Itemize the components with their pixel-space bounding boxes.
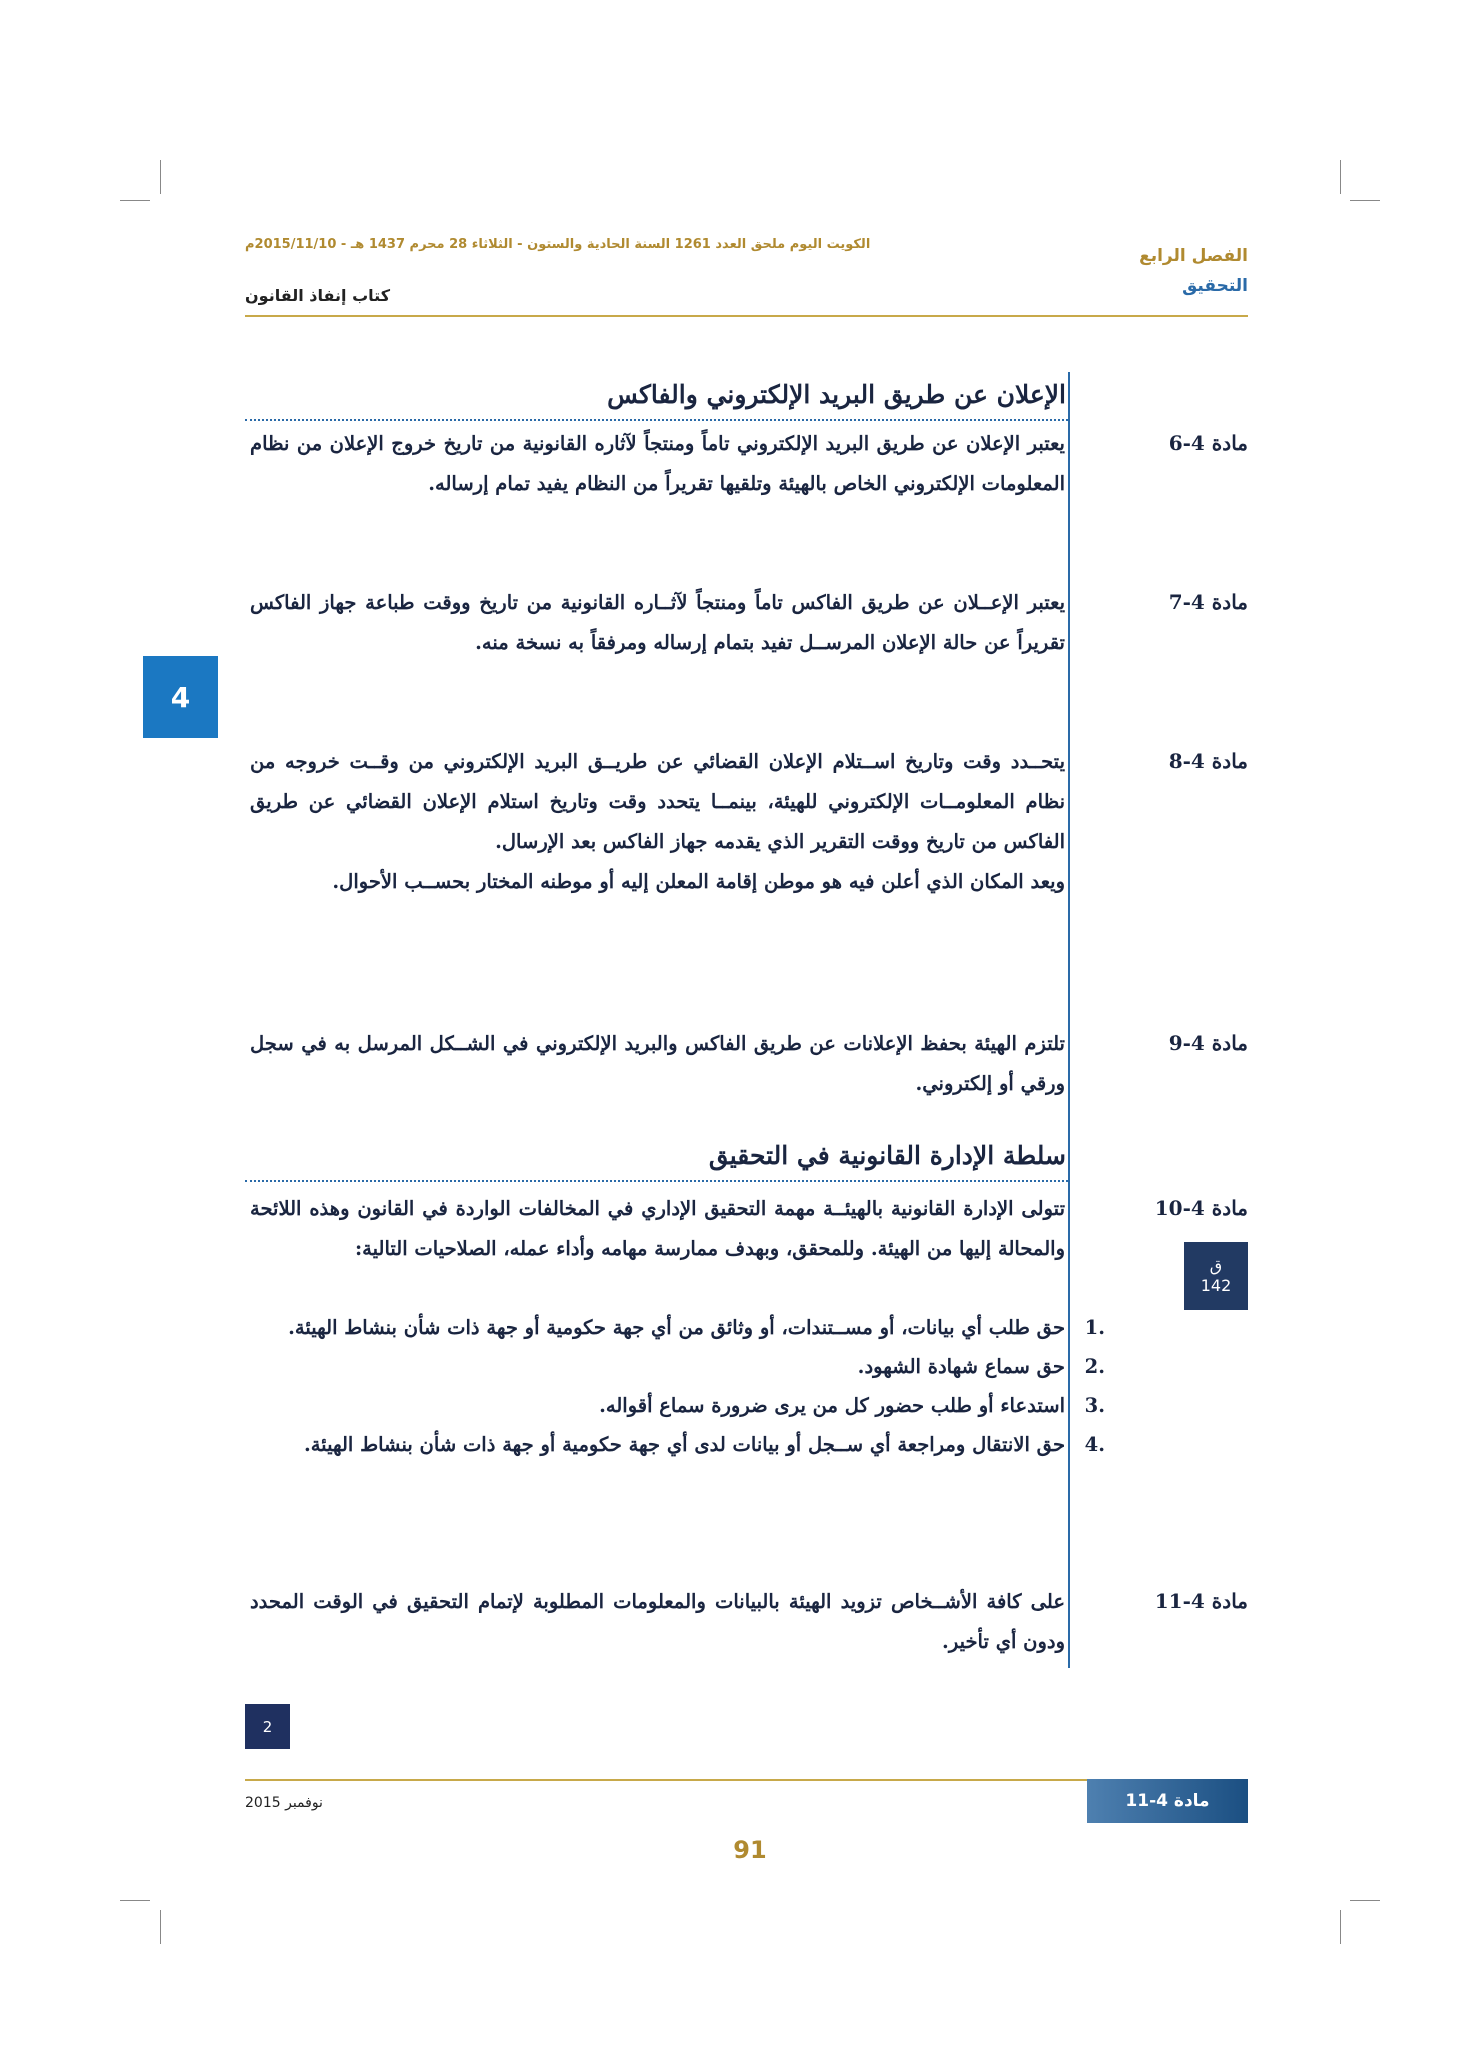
article-paragraph: يتحــدد وقت وتاريخ اســتلام الإعلان القضائي عن طريــق البريد الإلكتروني من وقــت خروجه من نظام المعلومــات الإلكتروني للهيئة، بينمــا يتحدد وقت وتاريخ استلام الإعلان القضائي عن طريق الفاكس من تاريخ ووقت التقرير الذي يقدمه جهاز الفاكس بعد الإرسال. [250,750,1065,853]
article-text [250,583,1065,663]
article-text [250,1582,1065,1662]
crop-mark [1350,200,1380,201]
chapter-tab: 4 [143,656,218,738]
header-rule [245,315,1248,317]
footer-article-badge: مادة 4-11 [1087,1779,1248,1823]
page-box: 2 [245,1704,290,1749]
footer-date: نوفمبر 2015 [245,1795,323,1811]
section-title: سلطة الإدارة القانونية في التحقيق [708,1141,1066,1170]
list-item: 3. استدعاء أو طلب حضور كل من يرى ضرورة سماع أقواله. [599,1394,1105,1417]
list-item: 2. حق سماع شهادة الشهود. [857,1355,1105,1378]
powers-list [250,1308,1105,1464]
article-label: مادة 4-10 [1154,1196,1248,1220]
publication-line: الكويت اليوم ملحق العدد 1261 السنة الحادية والستون - الثلاثاء 28 محرم 1437 هـ - 2015/11/10م [245,237,871,252]
article-paragraph: تتولى الإدارة القانونية بالهيئــة مهمة التحقيق الإداري في المخالفات الواردة في القانون وهذه اللائحة والمحالة إليها من الهيئة. وللمحقق، وبهدف ممارسة مهامه وأداء عمله، الصلاحيات التالية: [250,1197,1065,1260]
article-label: مادة 4-11 [1154,1589,1248,1613]
page-number: 91 [733,1836,767,1864]
column-rule [1068,372,1070,1668]
crop-mark [1340,1910,1341,1944]
crop-mark [1340,160,1341,194]
article-paragraph: ويعد المكان الذي أعلن فيه هو موطن إقامة المعلن إليه أو موطنه المختار بحســب الأحوال. [332,870,1065,893]
book-title: كتاب إنفاذ القانون [245,286,390,305]
list-item: 4. حق الانتقال ومراجعة أي ســجل أو بيانات لدى أي جهة حكومية أو جهة ذات شأن بنشاط الهيئة. [303,1433,1105,1456]
article-text [250,424,1065,504]
chapter-title: الفصل الرابع [1139,246,1248,266]
section-name: التحقيق [1182,276,1248,296]
article-text [250,742,1065,902]
reference-number: 142 [1200,1276,1232,1295]
footer-rule [245,1779,1087,1781]
crop-mark [120,200,150,201]
crop-mark [160,1910,161,1944]
article-label: مادة 4-6 [1168,431,1248,455]
article-label: مادة 4-9 [1168,1031,1248,1055]
section-divider [245,1180,1068,1182]
article-label: مادة 4-7 [1168,590,1248,614]
article-text [250,1024,1065,1104]
article-paragraph: على كافة الأشــخاص تزويد الهيئة بالبيانات والمعلومات المطلوبة لإتمام التحقيق في الوقت المحدد ودون أي تأخير. [250,1590,1065,1653]
crop-mark [1350,1900,1380,1901]
article-paragraph: يعتبر الإعلان عن طريق البريد الإلكتروني تاماً ومنتجاً لآثاره القانونية من تاريخ خروج الإعلان من نظام المعلومات الإلكتروني الخاص بالهيئة وتلقيها تقريراً من النظام يفيد تمام إرساله. [250,432,1065,495]
list-item: 1. حق طلب أي بيانات، أو مســتندات، أو وثائق من أي جهة حكومية أو جهة ذات شأن بنشاط الهيئة. [288,1316,1105,1339]
article-text [250,1189,1065,1269]
crop-mark [120,1900,150,1901]
article-paragraph: تلتزم الهيئة بحفظ الإعلانات عن طريق الفاكس والبريد الإلكتروني في الشــكل المرسل به في سجل ورقي أو إلكتروني. [250,1032,1065,1095]
section-divider [245,419,1068,421]
article-label: مادة 4-8 [1168,749,1248,773]
article-paragraph: يعتبر الإعــلان عن طريق الفاكس تاماً ومنتجاً لآثــاره القانونية من تاريخ ووقت طباعة جهاز الفاكس تقريراً عن حالة الإعلان المرســل تفيد بتمام إرساله ومرفقاً به نسخة منه. [250,591,1065,654]
section-title: الإعلان عن طريق البريد الإلكتروني والفاكس [607,380,1066,409]
crop-mark [160,160,161,194]
reference-label: ق [1209,1256,1223,1275]
reference-box [1184,1242,1248,1310]
